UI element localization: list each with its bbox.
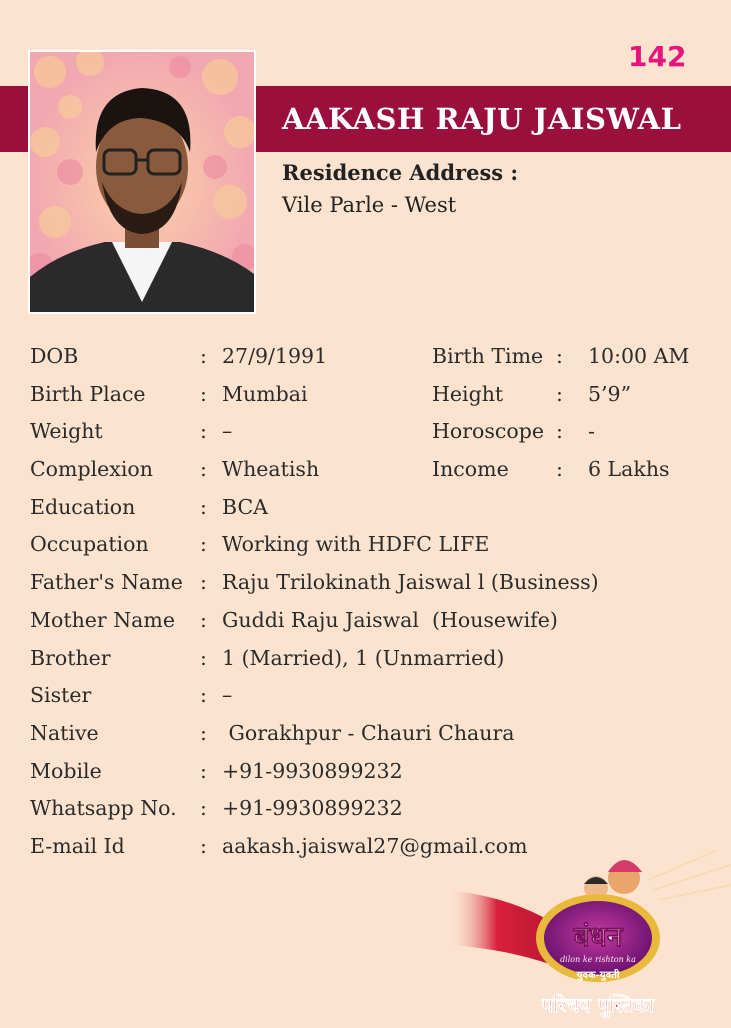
separator: : [200, 457, 207, 482]
detail-value-2: 5’9” [588, 381, 632, 406]
separator: : [200, 570, 207, 595]
detail-row [30, 753, 710, 791]
detail-value: Wheatish [222, 457, 320, 482]
detail-value: BCA [222, 494, 268, 519]
separator: : [200, 683, 207, 708]
separator: : [200, 532, 207, 557]
detail-label: Whatsapp No. [30, 796, 177, 821]
detail-value: Mumbai [222, 381, 308, 406]
detail-value: 1 (Married), 1 (Unmarried) [222, 645, 505, 670]
detail-value: 27/9/1991 [222, 344, 328, 368]
detail-label-2: Birth Time [432, 344, 544, 368]
detail-row [30, 677, 710, 715]
detail-row [30, 790, 710, 828]
detail-value: – [222, 419, 233, 444]
detail-label: E-mail Id [30, 833, 125, 858]
separator: : [200, 419, 207, 444]
detail-row [30, 376, 710, 414]
separator: : [200, 833, 207, 858]
detail-row [30, 451, 710, 489]
detail-label: Weight [30, 419, 103, 444]
separator: : [200, 720, 207, 745]
separator: : [556, 344, 563, 368]
detail-value-2: 10:00 AM [588, 344, 690, 368]
detail-label: Sister [30, 683, 92, 708]
logo-tagline: dilon ke rishton ka [560, 955, 636, 964]
separator: : [200, 645, 207, 670]
detail-value: Raju Trilokinath Jaiswal l (Business) [222, 570, 599, 595]
detail-label: Father's Name [30, 570, 183, 595]
profile-photo [28, 50, 256, 314]
detail-row [30, 526, 710, 564]
detail-value: Gorakhpur - Chauri Chaura [222, 720, 515, 745]
detail-row [30, 489, 710, 527]
detail-row [30, 602, 710, 640]
logo-subtitle: युवक-युवती [576, 970, 620, 981]
detail-value: +91-9930899232 [222, 758, 403, 783]
detail-value-2: - [588, 419, 595, 444]
detail-value: +91-9930899232 [222, 796, 403, 821]
separator: : [200, 494, 207, 519]
separator: : [200, 758, 207, 783]
detail-row [30, 338, 710, 376]
detail-value: – [222, 683, 233, 708]
separator: : [556, 381, 563, 406]
detail-value-2: 6 Lakhs [588, 457, 670, 482]
detail-row [30, 715, 710, 753]
separator: : [556, 457, 563, 482]
detail-label-2: Income [432, 457, 509, 482]
detail-row [30, 640, 710, 678]
detail-label-2: Horoscope [432, 419, 544, 444]
detail-label: Education [30, 494, 136, 519]
detail-label-2: Height [432, 381, 504, 406]
detail-label: Occupation [30, 532, 149, 557]
detail-value: Guddi Raju Jaiswal (Housewife) [222, 607, 558, 632]
details-table [30, 338, 710, 866]
detail-label: Native [30, 720, 99, 745]
detail-value: Working with HDFC LIFE [222, 532, 490, 557]
detail-value: aakash.jaiswal27@gmail.com [222, 833, 528, 858]
detail-label: Birth Place [30, 381, 146, 406]
address-value: Vile Parle - West [282, 193, 457, 217]
separator: : [556, 419, 563, 444]
detail-label: Mobile [30, 758, 102, 783]
separator: : [200, 344, 207, 368]
separator: : [200, 381, 207, 406]
profile-name: AAKASH RAJU JAISWAL [282, 102, 682, 136]
separator: : [200, 796, 207, 821]
detail-label: Brother [30, 645, 111, 670]
detail-label: Complexion [30, 457, 153, 482]
detail-row [30, 564, 710, 602]
logo-title: बंधन [573, 920, 623, 953]
detail-row [30, 413, 710, 451]
logo-bottom: परिचय पुस्तिका [541, 993, 655, 1017]
separator: : [200, 607, 207, 632]
detail-label: Mother Name [30, 607, 175, 632]
address-label: Residence Address : [282, 160, 519, 185]
bandhan-logo [448, 850, 731, 1024]
detail-label: DOB [30, 344, 79, 368]
page-number: 142 [628, 40, 687, 73]
